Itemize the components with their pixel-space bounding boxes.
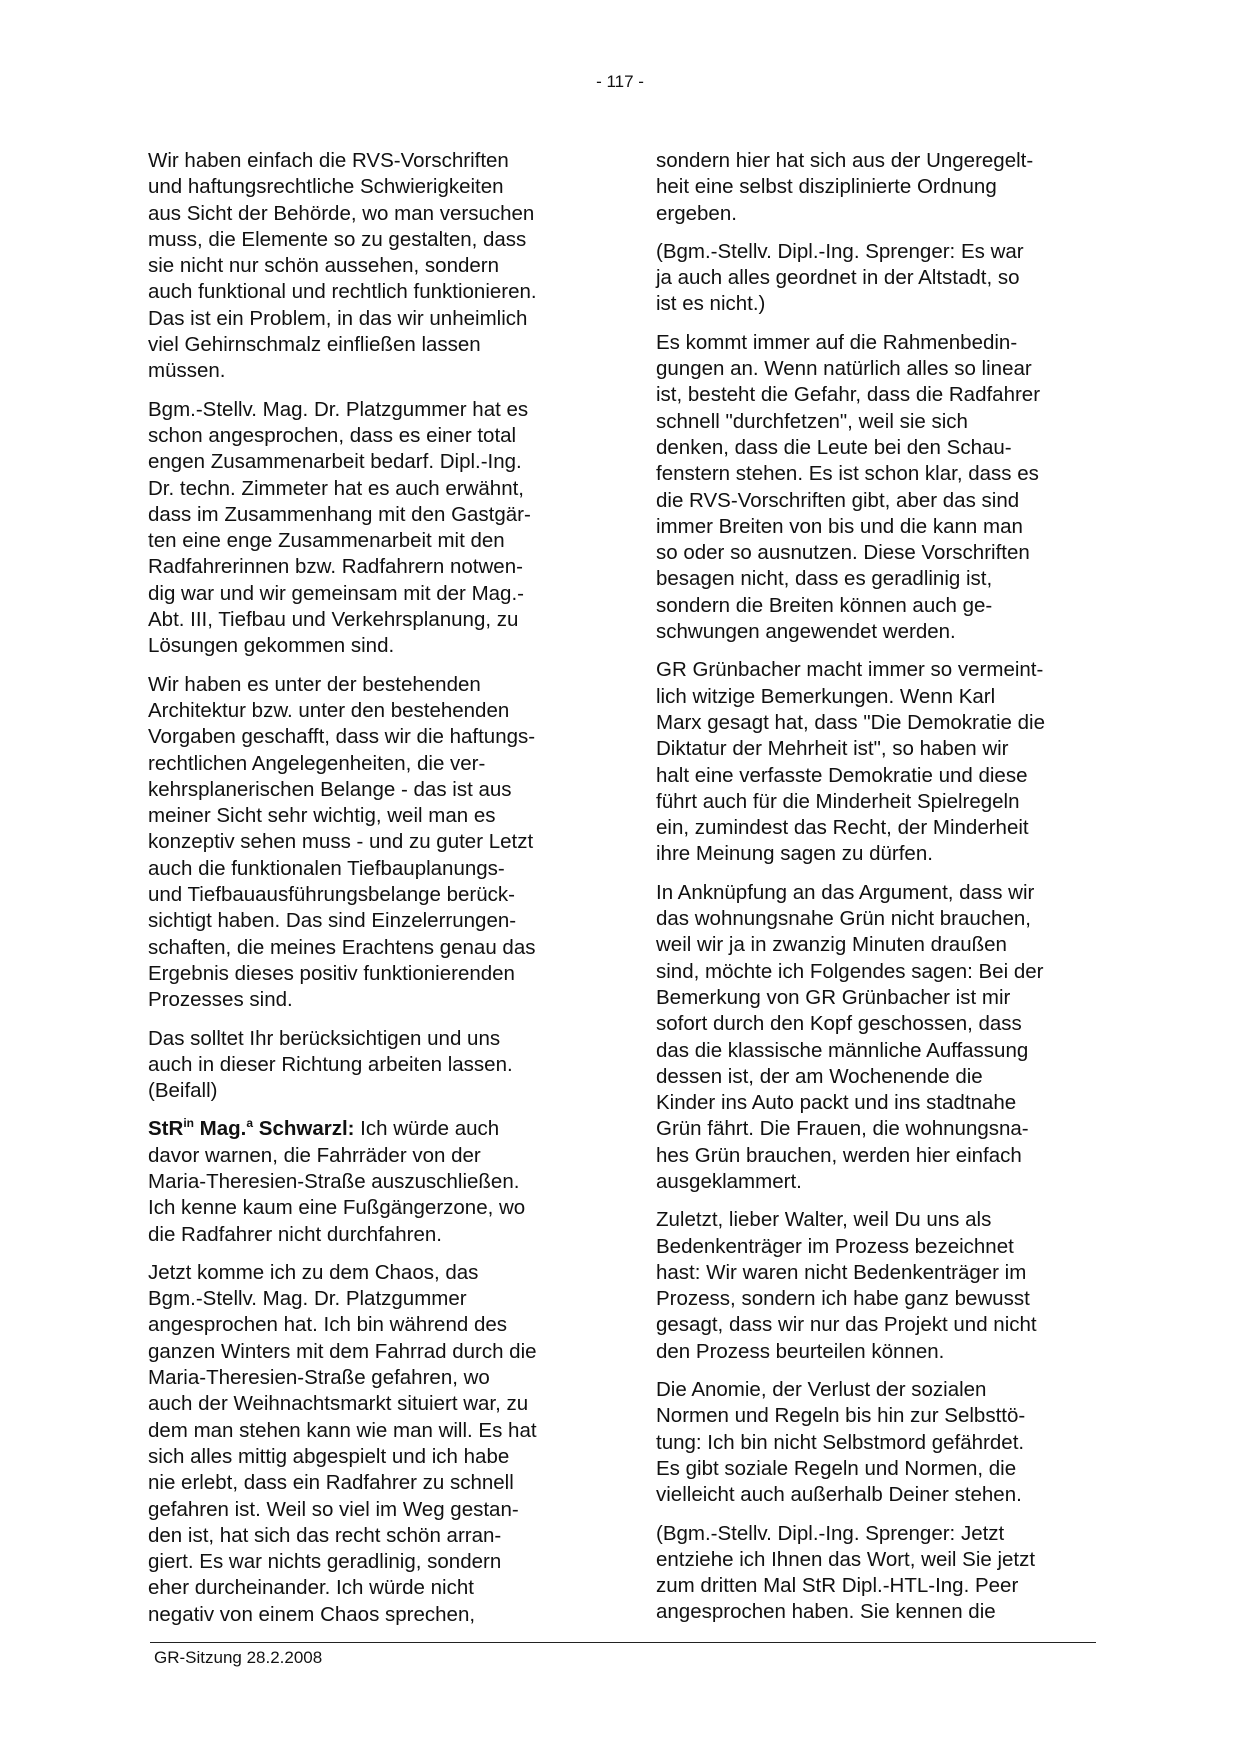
right-column bbox=[656, 148, 1096, 1626]
speaker-title-superscript: in bbox=[183, 1115, 194, 1130]
speaker-name bbox=[148, 1117, 354, 1140]
paragraph: Jetzt komme ich zu dem Chaos, das Bgm.-Stellv. Mag. Dr. Platzgummer angesprochen hat. Ich bin während des ganzen Winters mit dem Fahrrad durch die Maria-Theresien-Straße gefahren, wo auch der Weihnachtsmarkt situiert war, zu dem man stehen kann wie man will. Es hat sich alles mittig abgespielt und ich habe nie erlebt, dass ein Radfahrer zu schnell gefahren ist. Weil so viel im Weg gestan- den ist, hat sich das recht schön arran- giert. Es war nichts geradlinig, sondern eher durcheinander. Ich würde nicht negativ von einem Chaos sprechen, bbox=[148, 1260, 537, 1626]
page-number: - 117 - bbox=[596, 72, 644, 91]
speaker-surname: Schwarzl: bbox=[253, 1117, 355, 1141]
speaker-degree: Mag. bbox=[193, 1117, 247, 1141]
interjection: (Bgm.-Stellv. Dipl.-Ing. Sprenger: Jetzt entziehe ich Ihnen das Wort, weil Sie jetzt zum dritten Mal StR Dipl.-HTL-Ing. Peer angesprochen haben. Sie kennen die bbox=[656, 1521, 1036, 1624]
speech-text: Ich würde auch davor warnen, die Fahrräder von der Maria-Theresien-Straße auszuschließen. Ich kenne kaum eine Fußgängerzone, wo die Radfahrer nicht durchfahren. bbox=[148, 1117, 526, 1246]
speaker-degree-superscript: a bbox=[246, 1115, 254, 1130]
left-column bbox=[148, 148, 588, 1628]
paragraph: GR Grünbacher macht immer so vermeint- lich witzige Bemerkungen. Wenn Karl Marx gesagt hat, dass "Die Demokratie die Diktatur der Mehrheit ist", so haben wir halt eine verfasste Demokratie und diese führt auch für die Minderheit Spielregeln ein, zumindest das Recht, der Minderheit ihre Meinung sagen zu dürfen. bbox=[656, 658, 1045, 866]
paragraph: Es kommt immer auf die Rahmenbedin- gungen an. Wenn natürlich alles so linear ist, besteht die Gefahr, dass die Radfahrer schnell "durchfetzen", weil sie sich denken, dass die Leute bei den Schau- fenstern stehen. Es ist schon klar, dass es die RVS-Vorschriften gibt, aber das sind immer Breiten von bis und die kann man so oder so ausnutzen. Diese Vorschriften besagen nicht, dass es geradlinig ist, sondern die Breiten können auch ge- schwungen angewendet werden. bbox=[656, 330, 1041, 644]
speaker-title: StR bbox=[148, 1117, 184, 1141]
paragraph: Wir haben einfach die RVS-Vorschriften und haftungsrechtliche Schwierigkeiten aus Sicht der Behörde, wo man versuchen muss, die Elemente so zu gestalten, dass sie nicht nur schön aussehen, sondern auch funktional und rechtlich funktionieren. Das ist ein Problem, in das wir unheimlich viel Gehirnschmalz einfließen lassen müssen. bbox=[148, 149, 537, 383]
footer-session-date: GR-Sitzung 28.2.2008 bbox=[154, 1648, 323, 1667]
paragraph: In Anknüpfung an das Argument, dass wir das wohnungsnahe Grün nicht brauchen, weil wir ja in zwanzig Minuten draußen sind, möchte ich Folgendes sagen: Bei der Bemerkung von GR Grünbacher ist mir sofort durch den Kopf geschossen, dass das die klassische männliche Auffassung dessen ist, der am Wochenende die Kinder ins Auto packt und ins stadtnahe Grün fährt. Die Frauen, die wohnungsna- hes Grün brauchen, werden hier einfach ausgeklammert. bbox=[656, 880, 1044, 1193]
paragraph: Die Anomie, der Verlust der sozialen Normen und Regeln bis hin zur Selbsttö- tung: Ich bin nicht Selbstmord gefährdet. Es gibt soziale Regeln und Normen, die vielleicht auch außerhalb Deiner stehen. bbox=[656, 1378, 1026, 1507]
paragraph: Zuletzt, lieber Walter, weil Du uns als Bedenkenträger im Prozess bezeichnet hast: Wir waren nicht Bedenkenträger im Prozess, sondern ich habe ganz bewusst gesagt, dass wir nur das Projekt und nicht den Prozess beurteilen können. bbox=[656, 1208, 1037, 1363]
paragraph: Wir haben es unter der bestehenden Architektur bzw. unter den bestehenden Vorgaben geschafft, dass wir die haftungs- rechtlichen Angelegenheiten, die ver- kehrsplanerischen Belange - das ist aus meiner Sicht sehr wichtig, weil man es konzeptiv sehen muss - und zu guter Letzt auch die funktionalen Tiefbauplanungs- und Tiefbauausführungsbelange berück- sichtigt haben. Das sind Einzelerrungen- schaften, die meines Erachtens genau das Ergebnis dieses positiv funktionierenden Prozesses sind. bbox=[148, 672, 536, 1012]
paragraph: Das solltet Ihr berücksichtigen und uns auch in dieser Richtung arbeiten lassen. (Beifall) bbox=[148, 1026, 513, 1103]
paragraph: Bgm.-Stellv. Mag. Dr. Platzgummer hat es schon angesprochen, dass es einer total engen Zusammenarbeit bedarf. Dipl.-Ing. Dr. techn. Zimmeter hat es auch erwähnt, dass im Zusammenhang mit den Gastgär- ten eine enge Zusammenarbeit mit den Radfahrerinnen bzw. Radfahrern notwen- dig war und wir gemeinsam mit der Mag.- Abt. III, Tiefbau und Verkehrsplanung, zu Lösungen gekommen sind. bbox=[148, 397, 531, 658]
footer-divider bbox=[150, 1642, 1096, 1643]
paragraph: sondern hier hat sich aus der Ungeregelt- heit eine selbst disziplinierte Ordnung ergeben. bbox=[656, 149, 1034, 225]
speaker-paragraph bbox=[148, 1116, 588, 1247]
interjection: (Bgm.-Stellv. Dipl.-Ing. Sprenger: Es war ja auch alles geordnet in der Altstadt, so ist es nicht.) bbox=[656, 239, 1024, 316]
